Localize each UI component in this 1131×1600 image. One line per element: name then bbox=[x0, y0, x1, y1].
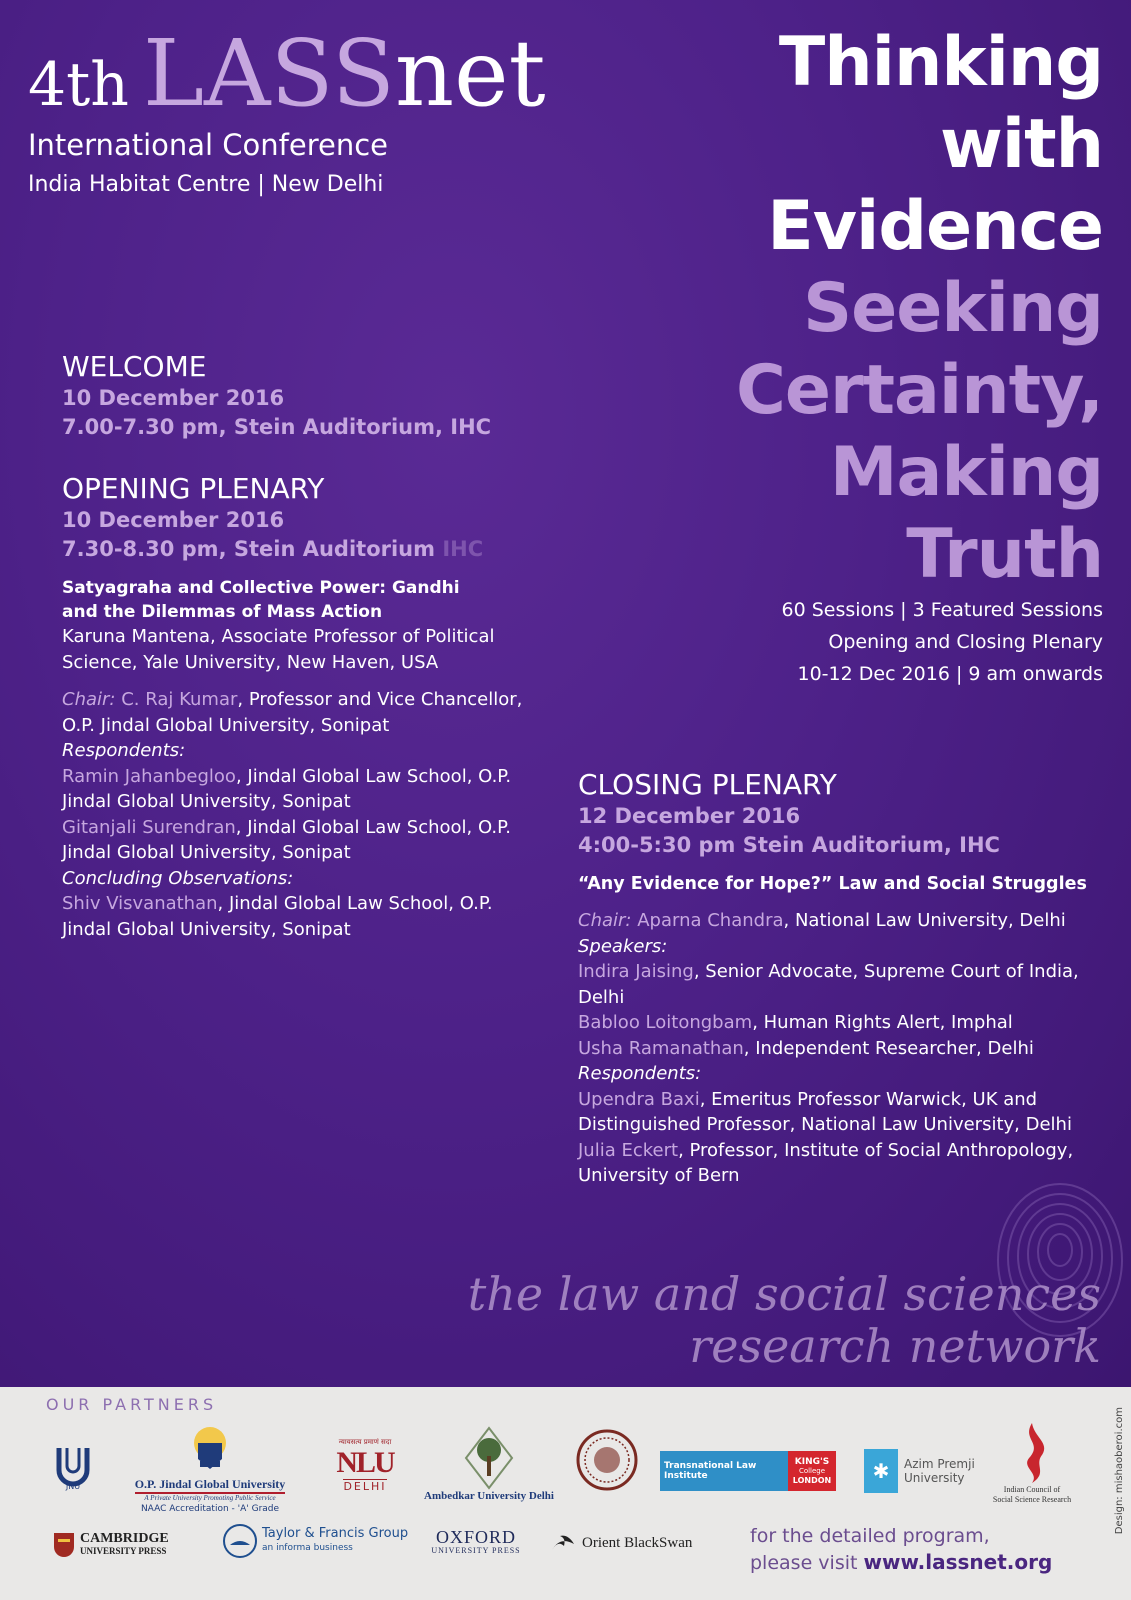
brand-lass: LASS bbox=[142, 20, 395, 127]
tree-icon bbox=[462, 1424, 516, 1490]
partners-label: OUR PARTNERS bbox=[46, 1395, 218, 1414]
speaker-affiliation: , Human Rights Alert, Imphal bbox=[752, 1012, 1013, 1033]
cambridge-line: UNIVERSITY PRESS bbox=[80, 1546, 167, 1556]
tli-name: Transnational Law Institute bbox=[660, 1451, 788, 1491]
opening-chair bbox=[62, 687, 532, 738]
opening-respondents-label: Respondents: bbox=[62, 740, 186, 761]
subtitle-line: Making bbox=[829, 433, 1103, 512]
edition-ordinal: 4th bbox=[28, 50, 129, 120]
nlu-motto: न्यायसत्य प्रमाणं सदा bbox=[338, 1437, 392, 1446]
orient-blackswan-logo bbox=[548, 1527, 692, 1559]
chair-affiliation: , Professor and Vice Chancellor, O.P. Jindal Global University, Sonipat bbox=[62, 689, 523, 736]
closing-respondent bbox=[578, 1087, 1098, 1138]
program-cta bbox=[750, 1523, 1052, 1576]
respondent-name: Julia Eckert bbox=[578, 1139, 679, 1161]
fact-line: 10-12 Dec 2016 | 9 am onwards bbox=[797, 663, 1103, 685]
opening-time-faded: IHC bbox=[435, 537, 484, 561]
conference-logo-title bbox=[28, 20, 546, 127]
chair-name: C. Raj Kumar bbox=[121, 689, 238, 710]
flame-icon bbox=[1012, 1421, 1052, 1485]
closing-speaker bbox=[578, 1036, 1098, 1062]
fact-line: Opening and Closing Plenary bbox=[828, 631, 1103, 653]
icssr-line: Social Science Research bbox=[992, 1495, 1072, 1504]
taylor-francis-logo bbox=[222, 1521, 408, 1561]
speaker-affiliation: , Senior Advocate, Supreme Court of India, Delhi bbox=[578, 961, 1079, 1008]
jindal-logo bbox=[120, 1417, 300, 1517]
cta-line: for the detailed program, bbox=[750, 1525, 990, 1547]
jindal-crest-icon bbox=[182, 1421, 238, 1477]
left-column bbox=[62, 350, 532, 942]
cambridge-line: CAMBRIDGE bbox=[80, 1531, 169, 1546]
concluding-speaker bbox=[62, 891, 532, 942]
closing-chair bbox=[578, 908, 1098, 934]
oxford-line: UNIVERSITY PRESS bbox=[431, 1545, 521, 1555]
talk-line: Satyagraha and Collective Power: Gandhi bbox=[62, 578, 460, 598]
cambridge-shield-icon bbox=[52, 1531, 76, 1559]
nlu-mark: NLU bbox=[336, 1445, 394, 1479]
respondent-name: Ramin Jahanbegloo bbox=[62, 765, 236, 787]
concluding-name: Shiv Visvanathan bbox=[62, 893, 218, 914]
tf-line: an informa business bbox=[262, 1543, 353, 1553]
concluding-affiliation: , Jindal Global Law School, O.P. Jindal Global University, Sonipat bbox=[62, 893, 493, 940]
azim-premji-logo bbox=[864, 1445, 984, 1497]
lamp-icon bbox=[222, 1523, 258, 1559]
speaker-name: Babloo Loitongbam bbox=[578, 1012, 753, 1033]
chair-affiliation: , National Law University, Delhi bbox=[783, 910, 1066, 931]
oxford-line: OXFORD bbox=[435, 1526, 516, 1547]
jindal-accreditation: NAAC Accreditation - 'A' Grade bbox=[140, 1503, 280, 1514]
seal-icon bbox=[576, 1429, 638, 1491]
closing-title: CLOSING PLENARY bbox=[578, 768, 837, 801]
ambedkar-caption: Ambedkar University Delhi bbox=[424, 1490, 554, 1502]
concluding-label: Concluding Observations: bbox=[62, 867, 294, 889]
closing-talk-title: “Any Evidence for Hope?” Law and Social Struggles bbox=[578, 874, 1087, 894]
subtitle-line: Certainty, bbox=[735, 351, 1103, 430]
university-seal-logo bbox=[574, 1427, 640, 1493]
website-link[interactable]: www.lassnet.org bbox=[863, 1550, 1053, 1574]
tagline-line: the law and social sciences bbox=[467, 1267, 1101, 1321]
conference-subtitle: International Conference bbox=[28, 128, 389, 162]
orient-name: Orient BlackSwan bbox=[582, 1534, 693, 1551]
main-title bbox=[736, 22, 1103, 596]
kings-line: College bbox=[798, 1466, 826, 1475]
oxford-logo bbox=[424, 1523, 528, 1559]
cambridge-name bbox=[80, 1532, 169, 1558]
azim-line: University bbox=[904, 1471, 965, 1485]
speaker-name: Indira Jaising bbox=[578, 961, 694, 982]
jnu-caption: JNU bbox=[65, 1481, 81, 1491]
closing-speaker bbox=[578, 1010, 1098, 1036]
closing-respondents-label: Respondents: bbox=[578, 1063, 702, 1084]
speaker-affiliation: , Independent Researcher, Delhi bbox=[743, 1037, 1034, 1059]
swan-icon bbox=[548, 1530, 578, 1556]
respondent-affiliation: , Jindal Global Law School, O.P. Jindal Global University, Sonipat bbox=[62, 816, 511, 863]
title-line: Evidence bbox=[767, 187, 1103, 266]
subtitle-line: Truth bbox=[906, 515, 1103, 594]
partners-strip bbox=[0, 1387, 1131, 1600]
subtitle-line: Seeking bbox=[803, 269, 1103, 348]
closing-time: 4:00-5:30 pm Stein Auditorium, IHC bbox=[578, 833, 1000, 857]
tf-line: Taylor & Francis Group bbox=[262, 1526, 409, 1541]
opening-talk-title bbox=[62, 576, 532, 624]
brand-net: net bbox=[394, 20, 546, 127]
respondent-affiliation: , Jindal Global Law School, O.P. Jindal Global University, Sonipat bbox=[62, 765, 512, 812]
welcome-title: WELCOME bbox=[62, 350, 207, 383]
respondent-name: Gitanjali Surendran bbox=[62, 816, 236, 838]
kings-mark bbox=[788, 1451, 836, 1491]
tli-kings-logo bbox=[660, 1451, 836, 1491]
respondent-affiliation: , Professor, Institute of Social Anthropology, University of Bern bbox=[578, 1139, 1074, 1186]
opening-title: OPENING PLENARY bbox=[62, 472, 325, 505]
opening-respondent bbox=[62, 815, 532, 866]
design-credit: Design: mishaoberoi.com bbox=[1114, 1407, 1125, 1535]
welcome-section bbox=[62, 350, 532, 442]
icssr-line: Indian Council of bbox=[1003, 1485, 1061, 1494]
azim-line: Azim Premji bbox=[904, 1457, 975, 1471]
ambedkar-logo bbox=[408, 1413, 570, 1513]
closing-speaker bbox=[578, 959, 1098, 1010]
kings-line: KING'S bbox=[794, 1456, 830, 1467]
jindal-motto: A Private University Promoting Public Service bbox=[144, 1493, 276, 1502]
fact-line: 60 Sessions | 3 Featured Sessions bbox=[781, 599, 1103, 621]
chair-label: Chair: bbox=[62, 689, 116, 710]
opening-respondent bbox=[62, 764, 532, 815]
respondent-name: Upendra Baxi bbox=[578, 1088, 700, 1110]
tf-name bbox=[262, 1527, 408, 1555]
cambridge-logo bbox=[52, 1527, 169, 1563]
opening-speaker: Karuna Mantena, Associate Professor of Political Science, Yale University, New Haven, USA bbox=[62, 626, 495, 673]
opening-date: 10 December 2016 bbox=[62, 508, 285, 532]
opening-section bbox=[62, 472, 532, 942]
chair-name: Aparna Chandra bbox=[637, 910, 784, 931]
speakers-label: Speakers: bbox=[578, 935, 668, 957]
kings-line: LONDON bbox=[792, 1475, 832, 1485]
network-tagline bbox=[468, 1268, 1101, 1372]
icssr-logo bbox=[984, 1413, 1080, 1513]
welcome-time: 7.00-7.30 pm, Stein Auditorium, IHC bbox=[62, 415, 492, 439]
opening-time bbox=[62, 535, 532, 564]
closing-date: 12 December 2016 bbox=[578, 804, 801, 828]
conference-venue: India Habitat Centre | New Delhi bbox=[28, 172, 384, 197]
talk-line: and the Dilemmas of Mass Action bbox=[62, 602, 383, 622]
nlu-delhi-logo bbox=[328, 1429, 402, 1501]
opening-time-text: 7.30-8.30 pm, Stein Auditorium bbox=[62, 537, 436, 561]
tagline-line: research network bbox=[689, 1319, 1101, 1373]
welcome-date: 10 December 2016 bbox=[62, 386, 285, 410]
azim-name bbox=[904, 1457, 975, 1485]
nlu-city: DELHI bbox=[343, 1479, 387, 1493]
azim-snowflake-icon: ✱ bbox=[864, 1449, 898, 1493]
cta-text: please visit bbox=[750, 1552, 864, 1574]
chair-label: Chair: bbox=[578, 910, 632, 931]
respondent-affiliation: , Emeritus Professor Warwick, UK and Distinguished Professor, National Law University, Delhi bbox=[578, 1088, 1072, 1135]
jnu-logo bbox=[50, 1437, 96, 1497]
closing-section bbox=[578, 768, 1098, 1189]
title-line: with bbox=[939, 105, 1103, 184]
jindal-name: O.P. Jindal Global University bbox=[135, 1477, 286, 1494]
speaker-name: Usha Ramanathan bbox=[578, 1037, 744, 1059]
conference-facts bbox=[781, 594, 1103, 690]
cta-line bbox=[750, 1549, 1052, 1576]
title-line: Thinking bbox=[778, 23, 1103, 102]
